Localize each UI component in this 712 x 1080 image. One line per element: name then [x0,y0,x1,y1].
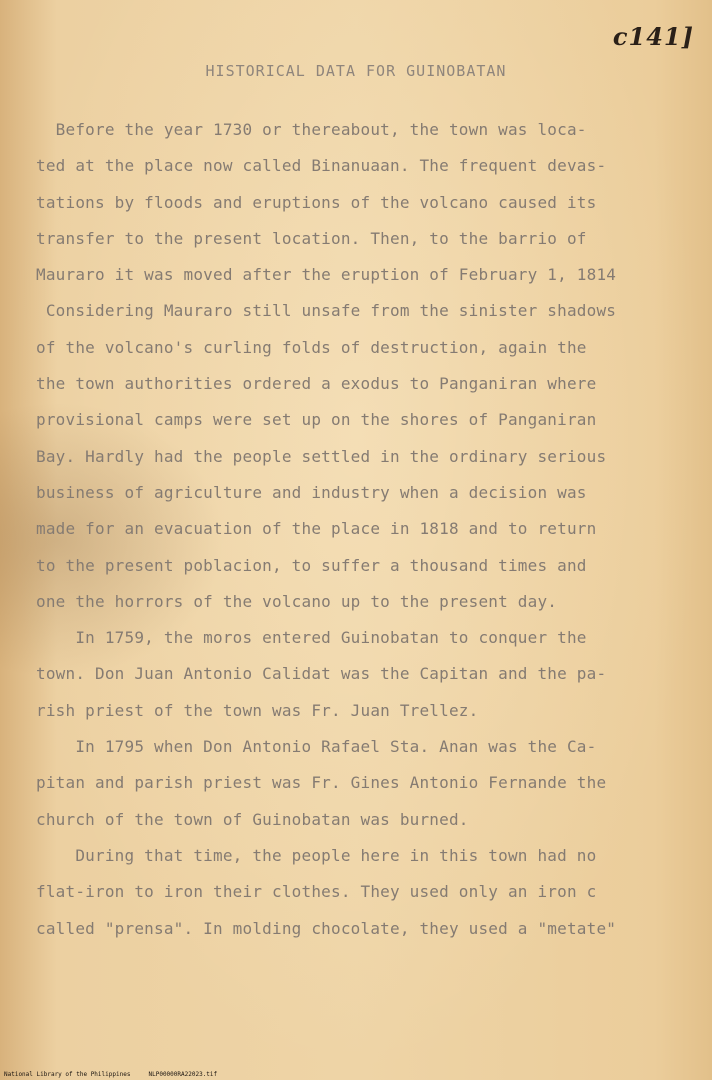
text-line: made for an evacuation of the place in 1818 and to return [36,519,597,539]
text-line: Bay. Hardly had the people settled in the ordinary serious [36,446,607,466]
text-line: the town authorities ordered a exodus to Panganiran where [36,374,597,394]
text-line: Before the year 1730 or thereabout, the town was loca- [36,120,587,139]
text-line: Considering Mauraro still unsafe from the sinister shadows [36,301,617,321]
text-line: called "prensa". In molding chocolate, they used a "metate" [36,918,617,938]
text-line: town. Don Juan Antonio Calidat was the Capitan and the pa- [36,664,607,684]
text-line: In 1759, the moros entered Guinobatan to conquer the [36,628,587,648]
folio-number: c141] [612,22,694,51]
text-line: rish priest of the town was Fr. Juan Trellez. [36,700,479,720]
text-line: tations by floods and eruptions of the volcano caused its [36,192,597,212]
text-line: transfer to the present location. Then, to the barrio of [36,228,587,248]
text-line: business of agriculture and industry when a decision was [36,482,587,502]
text-line: church of the town of Guinobatan was burned. [36,809,469,829]
text-line: flat-iron to iron their clothes. They used only an iron c [36,882,597,902]
text-line: Mauraro it was moved after the eruption of February 1, 1814 [36,265,617,285]
document-body [36,112,676,947]
text-line: ted at the place now called Binanuaan. The frequent devas- [36,156,607,176]
text-line: During that time, the people here in this town had no [36,845,597,865]
page-title: HISTORICAL DATA FOR GUINOBATAN [205,62,507,80]
text-line: of the volcano's curling folds of destruction, again the [36,337,587,357]
text-line: to the present poblacion, to suffer a thousand times and [36,555,587,575]
archive-footer: National Library of the Philippines NLP00000RA22023.tif [4,1071,218,1078]
text-line: In 1795 when Don Antonio Rafael Sta. Anan was the Ca- [36,737,597,757]
text-line: one the horrors of the volcano up to the present day. [36,591,558,611]
text-line: provisional camps were set up on the shores of Panganiran [36,410,597,430]
text-line: pitan and parish priest was Fr. Gines Antonio Fernande the [36,773,607,793]
